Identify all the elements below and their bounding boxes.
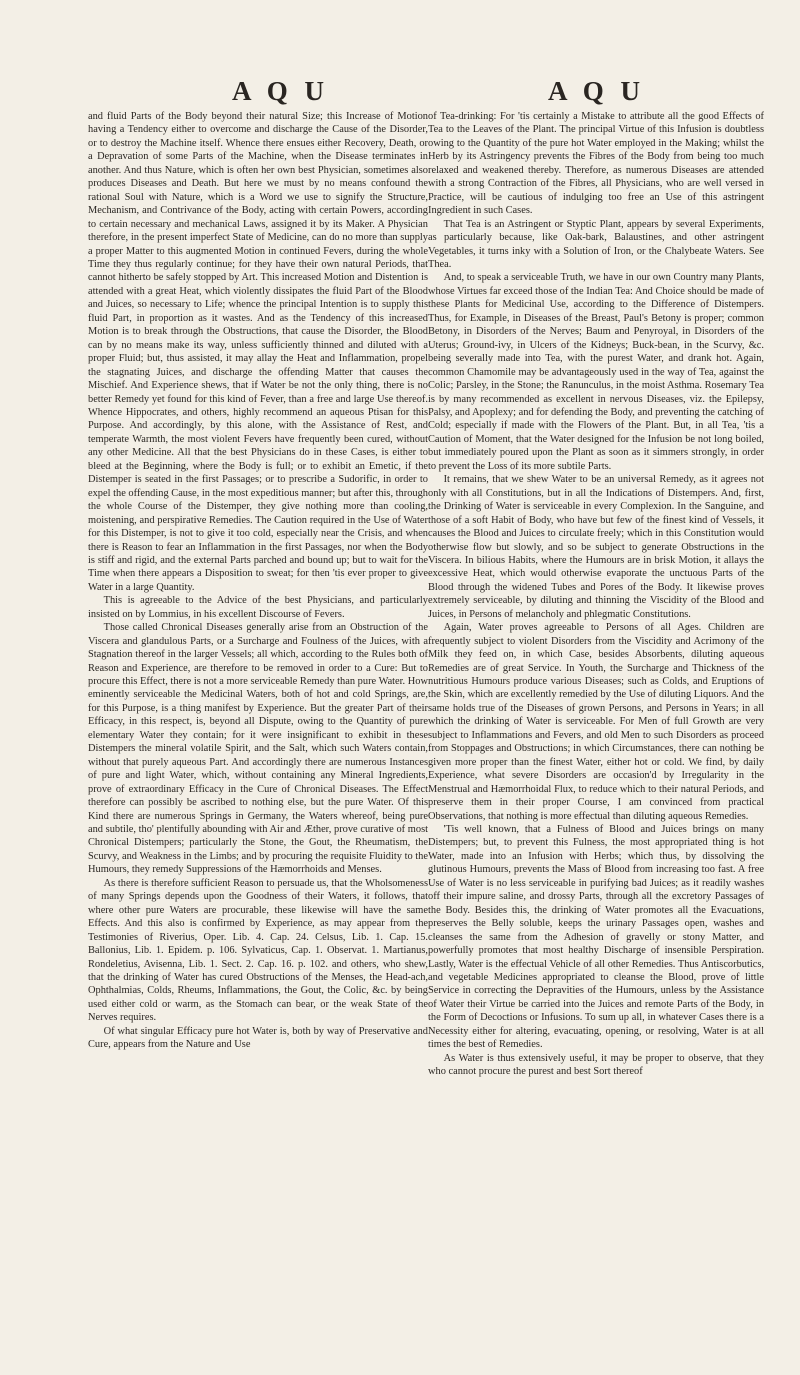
paragraph: It remains, that we shew Water to be an universal Remedy, as it agrees not only with all Constitutions, but in all the Indications of Distempers. And, first, the Drinking of Water is serviceable in every Complexion. In the Sanguine, and those of a soft Habit of Body, who have but few of the finest kind of Vessels, it causes the Blood and Juices to circulate freely; which in this Constitution would otherwise flow but slowly, and so be subject to generate Obstructions in the Viscera. In bilious Habits, where the Humours are in brisk Motion, it allays the excessive Heat, which would otherwise evaporate the unctuous Parts of the Blood through the widened Tubes and Pores of the Body. It likewise proves extremely serviceable, by diluting and thinning the Viscidity of the Blood and Juices, in Persons of melancholy and phlegmatic Constitutions. (428, 474, 764, 620)
paragraph: And, to speak a serviceable Truth, we have in our own Country many Plants, whose Virtues far exceed those of the Indian Tea: And Choice should be made of these Plants for Medicinal Use, according to the Difference of Distempers. Thus, for Example, in Diseases of the Breast, Paul's Betony is proper; common Betony, in Disorders of the Nerves; Baum and Penyroyal, in Disorders of the Uterus; Ground-ivy, in Ulcers of the Kidneys; Buck-bean, in the Scurvy, &c. being severally made into Tea, with the purest Water, and drank hot. Again, common Chamomile may be advantageously used in the way of Tea, against the Colic; Parsley, in the Stone; the Ranunculus, in the moist Asthma. Rosemary Tea is by many recommended as excellent in nervous Diseases, viz. the Epilepsy, Palsy, and Apoplexy; and for defending the Body, and preventing the catching of Cold; especially if made with the Flowers of the Plant. But, in all Tea, 'tis a Caution of Moment, that the Water designed for the Infusion be not long boiled, but immediately poured upon the Plant as soon as it simmers strongly, in order to prevent the Loss of its more subtile Parts. (428, 272, 764, 472)
paragraph: of Tea-drinking: For 'tis certainly a Mistake to attribute all the good Effects of Tea to the Leaves of the Plant. The principal Virtue of this Infusion is doubtless owing to the Quantity of the pure hot Water employed in the Making; whilst the Herb by its Astringency prevents the Fibres of the Body from being too much relaxed and weakened thereby. Therefore, as numerous Diseases are attended with a strong Contraction of the Fibres, all Physicians, who are well versed in Practice, will be cautious of indulging too free an Use of this astringent Ingredient in such Cases. (428, 111, 764, 217)
paragraph: As there is therefore sufficient Reason to persuade us, that the Wholsomeness of many Springs depends upon the Goodness of their Waters, it follows, that where other pure Waters are procurable, these likewise will have the same Effects. And this also is confirmed by Experience, as may appear from the Testimonies of Riverius, Oper. Lib. 4. Cap. 24. Celsus, Lib. 1. Cap. 15. Ballonius, Lib. 1. Epidem. p. 106. Sylvaticus, Cap. 1. Observat. 1. Martianus, Rondeletius, Avisenna, Lib. 1. Sect. 2. Cap. 16. p. 102. and others, who shew, that the drinking of Water has cured Obstructions of the Menses, the Head-ach, Ophthalmias, Colds, Rheums, Inflammations, the Gout, the Colic, &c. by being used either cold or warm, as the Stomach can bear, or the weak State of the Nerves requires. (88, 877, 428, 1024)
paragraph: That Tea is an Astringent or Styptic Plant, appears by several Experiments, as particularly because, like Oak-bark, Balaustines, and other astringent Vegetables, it turns inky with a Solution of Iron, or the Chalybeate Waters. See Thea. (428, 218, 764, 270)
paragraph: As Water is thus extensively useful, it may be proper to observe, that they who cannot procure the purest and best Sort thereof (428, 1052, 764, 1078)
running-head-right: A Q U (548, 76, 646, 106)
paragraph: This is agreeable to the Advice of the best Physicians, and particularly insisted on by Lommius, in his excellent Discourse of Fevers. (88, 595, 428, 620)
paragraph: Those called Chronical Diseases generally arise from an Obstruction of the Viscera and glandulous Parts, or a Surcharge and Foulness of the Juices, with a Stagnation thereof in the larger Vessels; all which, according to the Rules both of Reason and Experience, are therefore to be removed in order to a Cure: But to procure this Effect, there is not a more serviceable Remedy than pure Water. How eminently serviceable the Medicinal Waters, both of hot and cold Springs, are, for this Purpose, is a thing manifest by Experience. But the greater Part of their Efficacy, in this respect, is, beyond all Dispute, owing to the Quantity of pure elementary Water they contain; for it were insignificant to exhibit in these Distempers the mineral volatile Spirit, and the Salt, which such Waters contain, without that purely aqueous Part. And accordingly there are numerous Instances of pure and light Water, which, without containing any Mineral Ingredients, prove of extraordinary Efficacy in the Cure of Chronical Diseases. The Effect therefore can possibly be ascribed to nothing else, but the pure Water. Of this Kind there are numerous Springs in Germany, the Waters whereof, being pure and subtile, tho' plentifully abounding with Air and Æther, prove curative of most Chronical Distempers; particularly the Stone, the Gout, the Rheumatism, the Scurvy, and Weakness in the Limbs; and by procuring the requisite Fluidity to the Humours, they remedy Suppressions of the Hæmorrhoids and Menses. (88, 622, 428, 876)
right-column (428, 110, 764, 1079)
paragraph: and fluid Parts of the Body beyond their natural Size; this Increase of Motion having a Tendency either to overcome and discharge the Cause of the Disorder, or to destroy the Machine itself. Whence there ensues either Recovery, Death, or a Depravation of some Parts of the Machine, when the Disease terminates in another. And thus Nature, which is often her own best Physician, sometimes also produces Diseases and Death. But here we must by no means confound the rational Soul with Nature, which is a Word we use to signify the Structure, Mechanism, and Contrivance of the Body, acting with certain Powers, according to certain necessary and mechanical Laws, assigned it by its Maker. A Physician therefore, in the present imperfect State of Medicine, can do no more than supply a proper Matter to this augmented Motion in continued Fevers, during the whole Time they thus regularly continue; for they have their own natural Periods, that cannot hitherto be safely stopped by Art. This increased Motion and Distention is attended with a great Heat, which violently dissipates the fluid Part of the Blood and Juices, so necessary to Life; whence the principal Intention is to supply this fluid Part, in proportion as it wastes. And as the Tendency of this increased Motion is to break through the Obstructions, that cause the Disorder, the Blood can by no means make its way, unless sufficiently thinned and diluted with a proper Fluid; but, thus assisted, it may allay the Heat and Inflammation, propel the stagnating Juices, and discharge the offending Matter that causes the Mischief. And Experience shews, that if Water be not the only thing, there is no better Remedy yet found for this kind of Fever, than a free and large Use thereof. Whence Hippocrates, and others, highly recommend an aqueous Ptisan for this Purpose. And accordingly, by this alone, with the Assistance of Rest, and temperate Warmth, the most violent Fevers have frequently been cured, without any other Medicine. All that the best Physicians do in these Cases, is either to bleed at the Beginning, where the Body is full; or to exhibit an Emetic, if the Distemper is seated in the first Passages; or to prescribe a Sudorific, in order to expel the offending Cause, in the most expeditious manner; but after this, through the whole Course of the Distemper, they give nothing more than cooling, moistening, and perspirative Remedies. The Caution required in the Use of Water for this Distemper, is not to give it too cold, especially near the Crisis, and when there is Reason to fear an Inflammation in the first Passages, nor when the Body is stiff and rigid, and the external Parts parched and bound up; but to wait for the Time when there appears a Disposition to sweat; for then 'tis ever proper to give Water in a large Quantity. (88, 111, 428, 593)
left-column (88, 110, 428, 1052)
paragraph: Of what singular Efficacy pure hot Water is, both by way of Preservative and Cure, appears from the Nature and Use (88, 1025, 428, 1051)
paragraph: 'Tis well known, that a Fulness of Blood and Juices brings on many Distempers; but, to prevent this Fulness, the most appropriated thing is hot Water, made into an Infusion with Herbs; which thus, by dissolving the glutinous Humours, prevents the Mass of Blood from increasing too fast. A free Use of Water is no less serviceable in purifying bad Juices; as it readily washes off their impure saline, and drossy Parts, through all the excretory Passages of the Body. Besides this, the drinking of Water promotes all the Evacuations, preserves the Belly soluble, keeps the urinary Passages open, washes and cleanses the same from the Adhesion of gravelly or stony Matter, and powerfully promotes that most healthy Discharge of insensible Perspiration. Lastly, Water is the effectual Vehicle of all other Remedies. Thus Antiscorbutics, and vegetable Medicines appropriated to cleanse the Blood, prove of little Service in correcting the Depravities of the Humours, unless by the Assistance of Water their Virtue be carried into the Juices and remote Parts of the Body, in the Form of Decoctions or Infusions. To sum up all, in whatever Cases there is a Necessity either for altering, evacuating, opening, or resolving, Water is at all times the best of Remedies. (428, 824, 764, 1051)
running-head-left: A Q U (232, 76, 330, 106)
paragraph: Again, Water proves agreeable to Persons of all Ages. Children are frequently subject to violent Disorders from the Viscidity and Acrimony of the Milk they feed on, in which Case, besides Absorbents, diluting aqueous Remedies are of great Service. In Youth, the Surcharge and Thickness of the nutritious Humours produce various Diseases; such as Colds, and Eruptions of the Skin, which are excellently remedied by the Use of diluting Liquors. And the same holds true of the Diseases of grown Persons, and Persons in Years; in all which the drinking of Water is serviceable. For Men of full Growth are very subject to Inflammations and Fevers, and old Men to such Disorders as proceed from Stoppages and Obstructions; in which Circumstances, there can nothing be given more proper than the finest Water, either hot or cold. We find, by daily Experience, what severe Disorders are occasion'd by Irregularity in the Menstrual and Hæmorrhoidal Flux, to reduce which to their natural Periods, and preserve them in their proper Course, I am convinced from practical Observations, that nothing is more effectual than diluting aqueous Remedies. (428, 622, 764, 822)
